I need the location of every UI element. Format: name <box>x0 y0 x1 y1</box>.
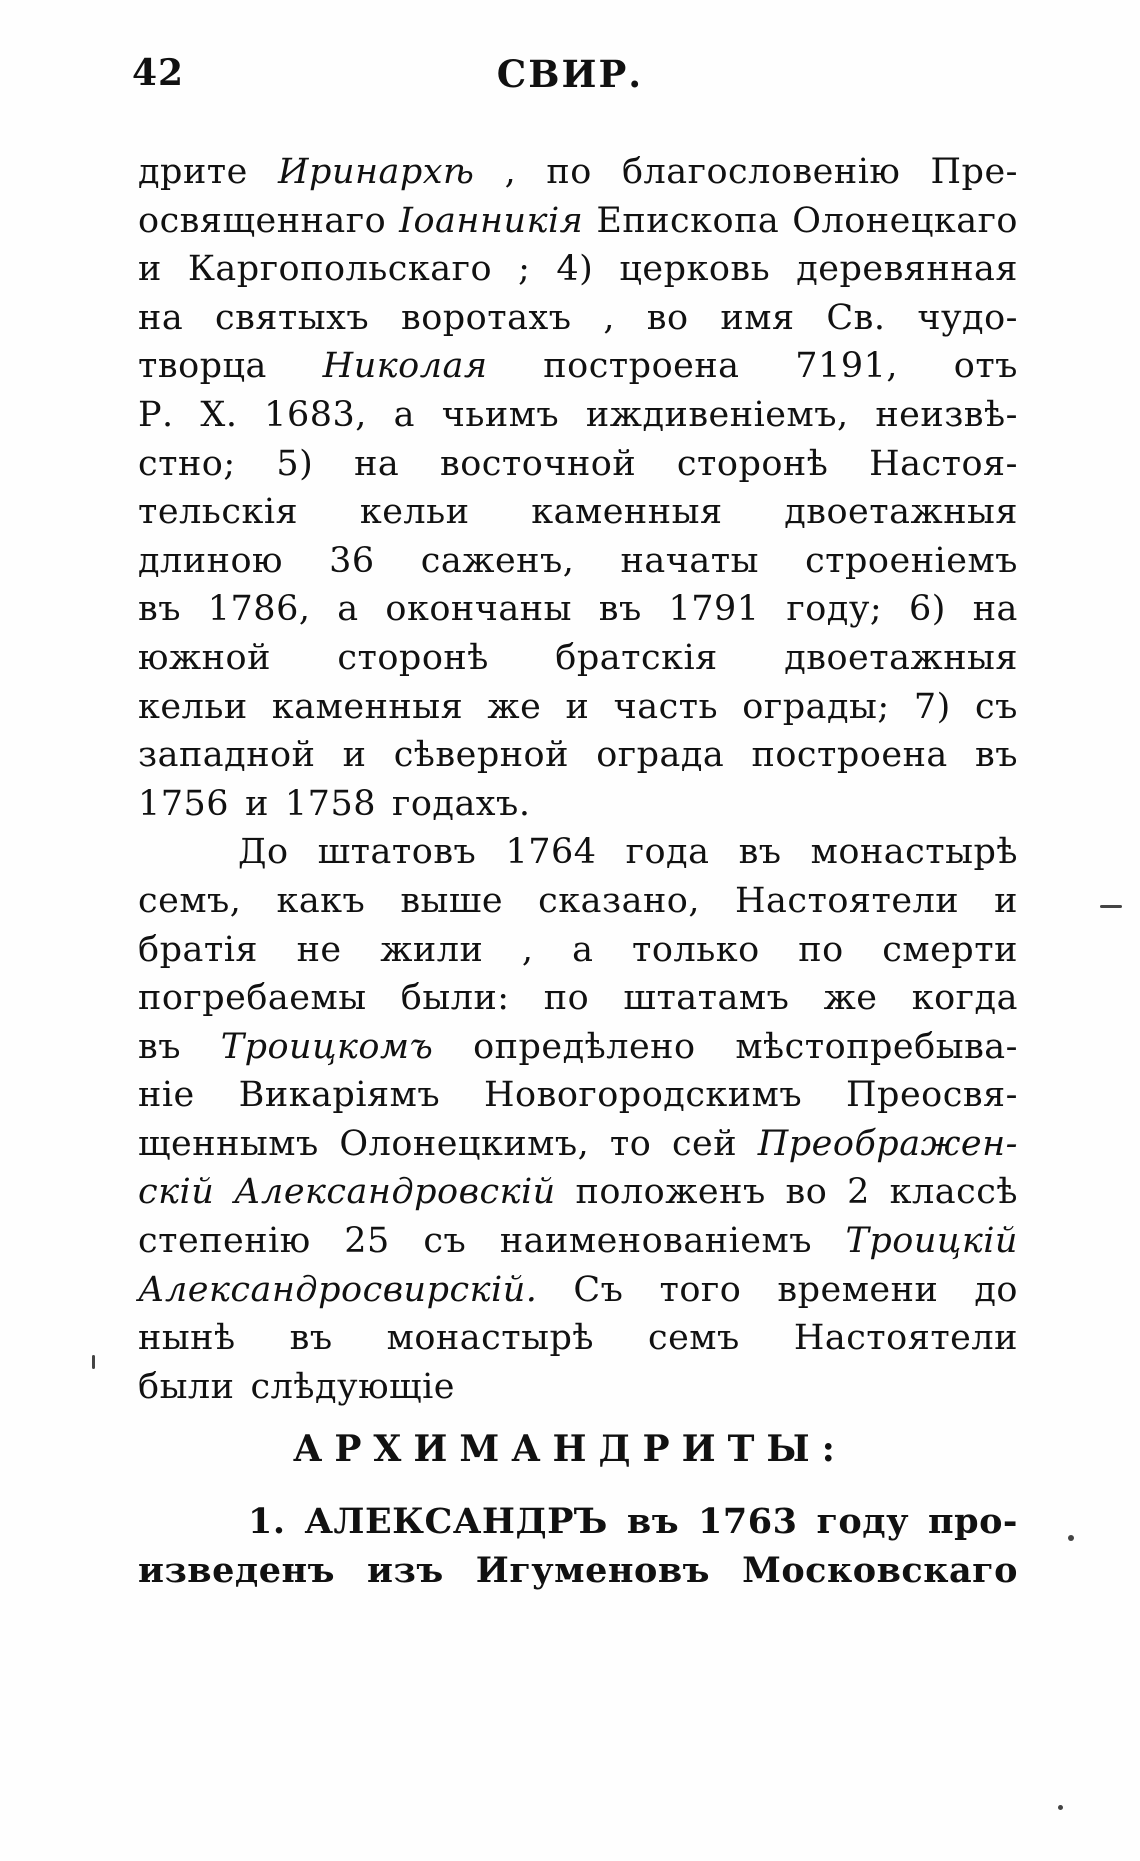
word: строеніемъ <box>805 540 1018 581</box>
word: ограда <box>596 735 725 776</box>
word: во <box>646 297 689 338</box>
word: Пре- <box>930 152 1018 192</box>
word: монастырѣ <box>386 1318 594 1359</box>
text-line <box>138 440 1018 489</box>
word: длиною <box>138 540 283 581</box>
word: 1756 <box>138 783 230 824</box>
word: были: <box>400 978 510 1019</box>
word: 1763 <box>698 1501 798 1542</box>
word: во <box>785 1172 828 1213</box>
text-line <box>138 391 1018 440</box>
word: творца <box>138 346 267 387</box>
word: то <box>609 1123 652 1164</box>
word: святыхъ <box>215 297 370 338</box>
print-speck <box>1058 1805 1063 1810</box>
word: 1764 <box>505 832 597 873</box>
text-line <box>138 1314 1018 1363</box>
word: классѣ <box>889 1172 1018 1213</box>
word: двоетажныя <box>784 637 1018 678</box>
word: щеннымъ <box>138 1123 319 1164</box>
archimandrite-entry <box>138 1498 1018 1595</box>
word: , <box>521 929 534 970</box>
text-line <box>138 342 1018 391</box>
word: штатовъ <box>317 832 477 873</box>
word: скій <box>138 1172 215 1213</box>
word: Настоятели <box>734 880 960 921</box>
word: 36 <box>329 540 375 581</box>
word: на <box>354 443 400 484</box>
word: Александросвирскій. <box>138 1269 538 1310</box>
word: жили <box>380 929 484 970</box>
word: стно; <box>138 443 236 484</box>
word: степенію <box>138 1221 311 1262</box>
word: наименованіемъ <box>499 1221 812 1262</box>
word: ограды; <box>742 686 890 727</box>
word: изведенъ <box>138 1549 335 1591</box>
word: освященнаго <box>138 200 387 241</box>
text-line <box>138 488 1018 537</box>
word: окончаны <box>385 589 572 630</box>
word: неизвѣ- <box>875 394 1018 435</box>
word: имя <box>720 297 795 338</box>
word: Іоанникія <box>399 200 584 241</box>
running-head: СВИР. <box>496 52 644 96</box>
print-speck <box>1100 905 1122 908</box>
word: въ <box>626 1501 680 1542</box>
word: чудо- <box>917 297 1018 338</box>
word: Александровскій <box>234 1172 556 1213</box>
word: 5) <box>276 443 314 484</box>
text-line <box>138 1071 1018 1120</box>
text-line <box>138 148 1018 197</box>
word: АЛЕКСАНДРЪ <box>304 1501 608 1542</box>
word: восточной <box>440 443 637 484</box>
text-line <box>138 197 1018 246</box>
word: каменныя <box>271 686 464 727</box>
word: погребаемы <box>138 978 367 1019</box>
word: 7191, <box>795 346 898 387</box>
section-heading: АРХИМАНДРИТЫ: <box>293 1428 847 1470</box>
text-line <box>138 1363 1018 1412</box>
word: 1786, <box>207 589 311 630</box>
word: двоетажныя <box>784 492 1018 533</box>
word: Съ <box>573 1269 624 1310</box>
word: каменныя <box>531 492 723 533</box>
word: годахъ. <box>391 783 531 824</box>
word: тельскія <box>138 492 299 533</box>
word: а <box>572 929 594 970</box>
text-line <box>138 974 1018 1023</box>
word: начаты <box>620 540 759 581</box>
word: 1683, <box>264 394 367 435</box>
word: и <box>138 249 162 290</box>
word: , <box>504 152 517 192</box>
text-line <box>138 1266 1018 1315</box>
word: монастырѣ <box>810 832 1018 873</box>
word: въ <box>289 1318 333 1359</box>
word: опредѣлено <box>473 1026 696 1067</box>
word: были <box>138 1366 235 1407</box>
word: а <box>393 394 415 435</box>
word: Епископа <box>596 200 780 241</box>
word: 1. <box>248 1501 286 1542</box>
word: сей <box>671 1123 738 1164</box>
text-line <box>138 1168 1018 1217</box>
page-number: 42 <box>132 52 185 94</box>
word: Р. <box>138 394 174 435</box>
text-line <box>138 1217 1018 1266</box>
word: и <box>342 735 367 776</box>
word: году <box>816 1501 909 1542</box>
word: 7) <box>913 686 951 727</box>
word: отъ <box>953 346 1018 387</box>
word: , <box>603 297 615 338</box>
word: ; <box>518 249 531 290</box>
word: чьимъ <box>441 394 560 435</box>
text-line <box>138 780 1018 829</box>
word: церковь <box>619 249 771 290</box>
word: южной <box>138 637 271 678</box>
text-line <box>138 585 1018 634</box>
text-line <box>138 877 1018 926</box>
word: Каргопольскаго <box>187 249 493 290</box>
word: съ <box>975 686 1018 727</box>
word: съ <box>423 1221 467 1262</box>
word: Олонецкаго <box>792 200 1018 241</box>
text-line <box>138 294 1018 343</box>
word: Настоятели <box>793 1318 1018 1359</box>
word: Новогородскимъ <box>484 1075 803 1116</box>
word: Николая <box>322 346 488 387</box>
word: того <box>659 1269 742 1310</box>
word: какъ <box>276 880 366 921</box>
word: только <box>632 929 760 970</box>
word: сказано, <box>538 880 700 921</box>
word: и <box>994 880 1018 921</box>
word: на <box>972 589 1018 630</box>
word: братскія <box>555 637 718 678</box>
word: въ <box>738 832 782 873</box>
word: выше <box>400 880 504 921</box>
word: смерти <box>882 929 1018 970</box>
text-line <box>138 926 1018 975</box>
text-line <box>138 537 1018 586</box>
text-line <box>138 1023 1018 1072</box>
word: кельи <box>138 686 248 727</box>
word: же <box>823 978 878 1019</box>
word: семъ, <box>138 880 242 921</box>
word: а <box>337 589 359 630</box>
word: семъ <box>647 1318 740 1359</box>
word: Троицкомъ <box>220 1026 434 1067</box>
word: Преображен- <box>757 1123 1018 1164</box>
word: ніе <box>138 1075 195 1116</box>
word: Московскаго <box>742 1549 1018 1591</box>
word: сторонѣ <box>676 443 829 484</box>
print-speck <box>92 1355 95 1369</box>
word: на <box>138 297 184 338</box>
word: въ <box>974 735 1018 776</box>
word: кельи <box>359 492 470 533</box>
word: Троицкій <box>845 1221 1018 1262</box>
word: же <box>487 686 542 727</box>
word: до <box>974 1269 1018 1310</box>
word: Иринархѣ <box>278 152 475 192</box>
text-line <box>138 1120 1018 1169</box>
word: въ <box>138 589 181 630</box>
word: Х. <box>200 394 238 435</box>
word: и <box>565 686 590 727</box>
word: До <box>238 832 289 873</box>
word: иждивеніемъ, <box>585 394 849 435</box>
word: 25 <box>344 1221 390 1262</box>
word: году; <box>786 589 883 630</box>
word: по <box>543 978 590 1019</box>
word: построена <box>543 346 740 387</box>
word: когда <box>911 978 1018 1019</box>
text-line <box>138 683 1018 732</box>
word: нынѣ <box>138 1318 236 1359</box>
text-line <box>138 828 1018 877</box>
word: 4) <box>556 249 594 290</box>
word: 6) <box>909 589 946 630</box>
word: благословенію <box>621 152 901 192</box>
word: въ <box>598 589 642 630</box>
word: 1758 <box>284 783 376 824</box>
word: по <box>546 152 592 192</box>
word: Игуменовъ <box>475 1549 710 1591</box>
word: братія <box>138 929 258 970</box>
word: мѣстопребыва- <box>735 1026 1018 1067</box>
text-line <box>138 731 1018 780</box>
text-line <box>138 245 1018 294</box>
word: положенъ <box>575 1172 766 1213</box>
word: 1791 <box>668 589 760 630</box>
word: про- <box>928 1501 1018 1542</box>
word: времени <box>777 1269 939 1310</box>
word: западной <box>138 735 316 776</box>
word: дрите <box>138 152 248 192</box>
word: сѣверной <box>393 735 569 776</box>
word: Викаріямъ <box>238 1075 441 1116</box>
word: по <box>798 929 844 970</box>
word: изъ <box>367 1549 444 1591</box>
word: и <box>245 783 269 824</box>
word: штатамъ <box>623 978 790 1019</box>
word: сторонѣ <box>337 637 489 678</box>
word: не <box>296 929 342 970</box>
word: года <box>625 832 710 873</box>
word: слѣдующіе <box>250 1366 456 1407</box>
word: воротахъ <box>400 297 572 338</box>
word: Преосвя- <box>846 1075 1018 1116</box>
word: Св. <box>826 297 886 338</box>
word: деревянная <box>796 249 1018 290</box>
word: часть <box>613 686 719 727</box>
word: Настоя- <box>869 443 1018 484</box>
text-line <box>138 1547 1018 1596</box>
text-line <box>138 634 1018 683</box>
word: построена <box>751 735 948 776</box>
word: 2 <box>847 1172 870 1213</box>
text-line <box>138 1498 1018 1547</box>
print-speck <box>1068 1535 1074 1541</box>
word: въ <box>138 1026 181 1067</box>
body-text <box>138 148 1018 1411</box>
word: саженъ, <box>420 540 575 581</box>
word: Олонецкимъ, <box>339 1123 590 1164</box>
